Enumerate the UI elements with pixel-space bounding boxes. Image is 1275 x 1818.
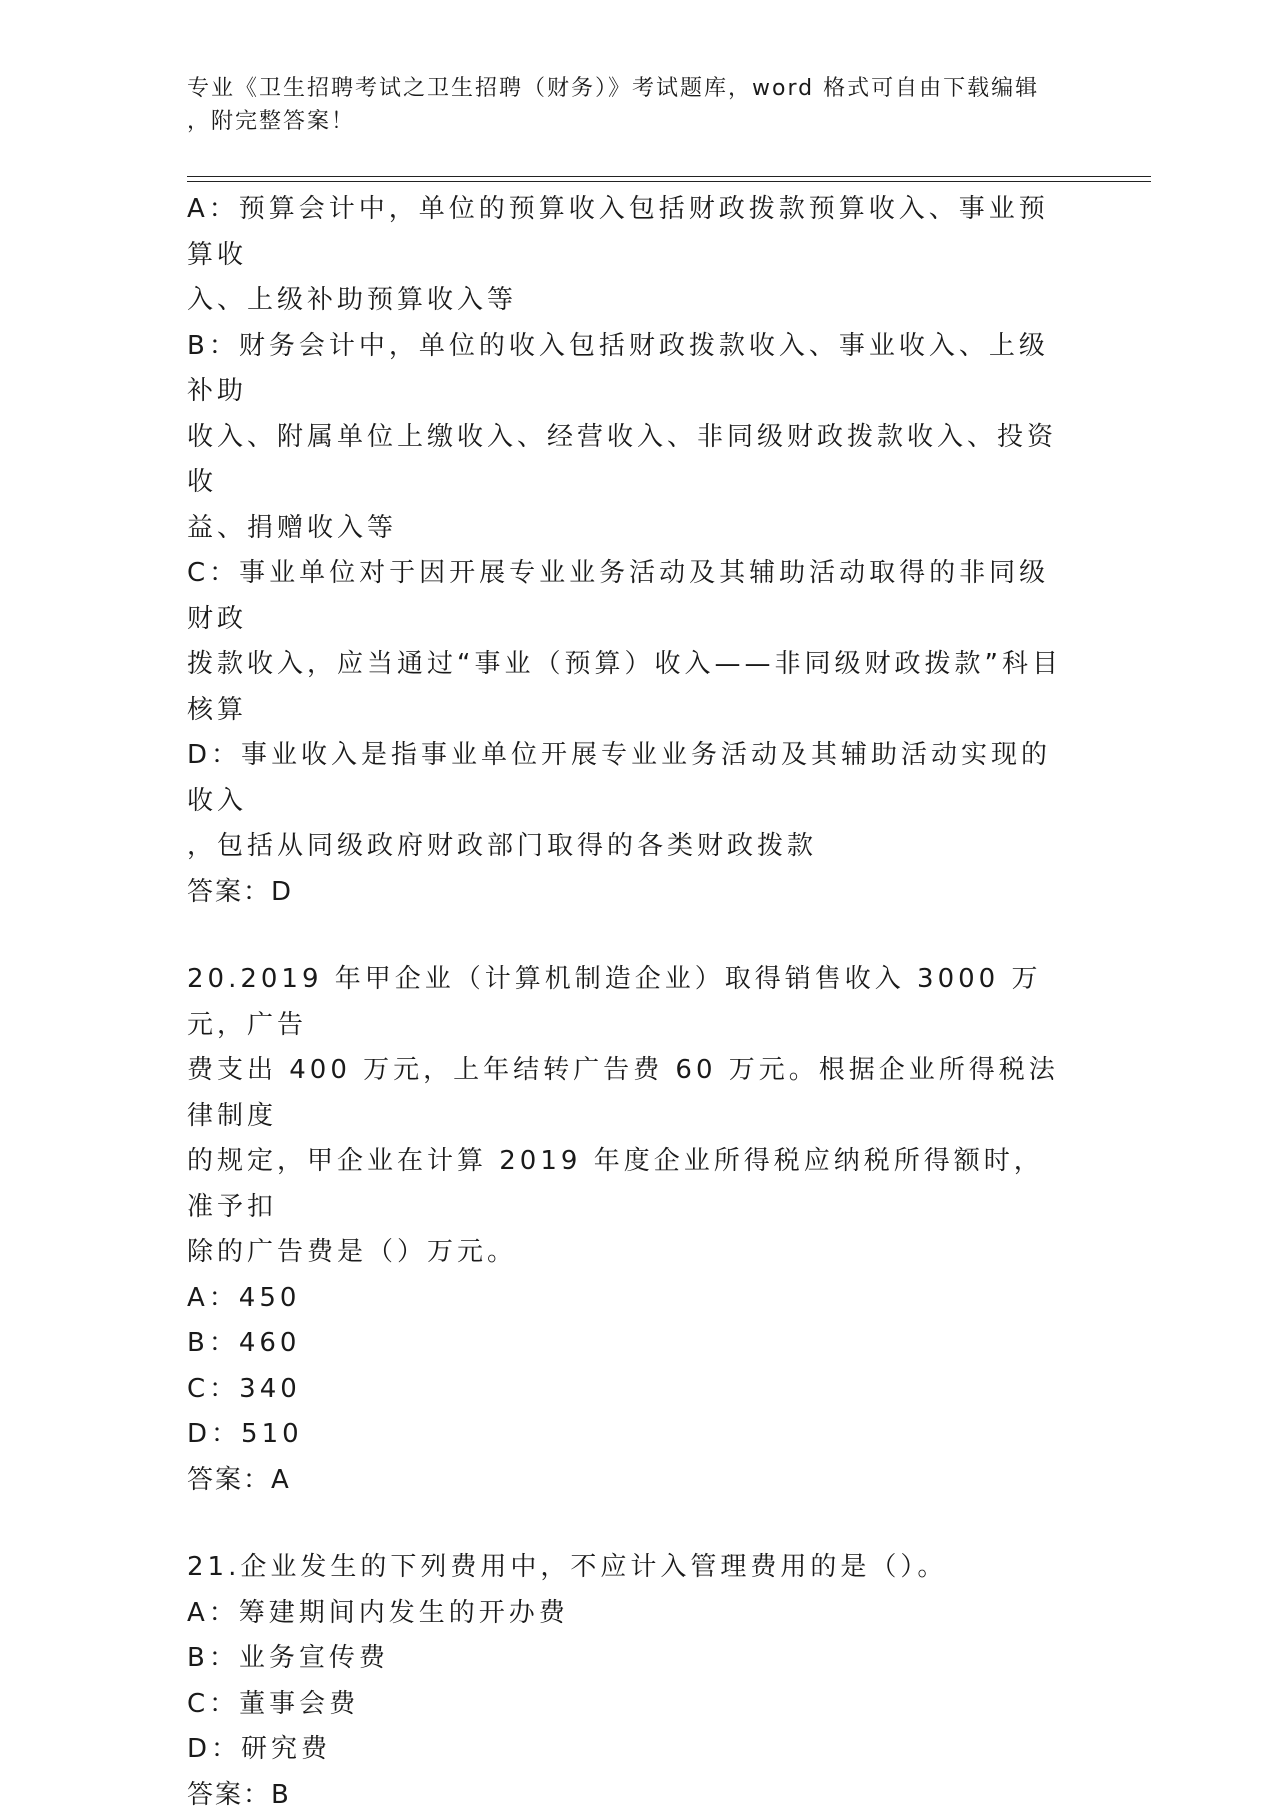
question-21 [187,1545,1067,1818]
option-c [187,551,1067,733]
option-a [187,187,1067,324]
header-double-rule [187,176,1151,182]
option-text-line: 入、上级补助预算收入等 [187,278,1067,324]
question-19 [187,187,1067,915]
option-text-line: ，包括从同级政府财政部门取得的各类财政拨款 [187,824,1067,870]
stem-line: 费支出 400 万元，上年结转广告费 60 万元。根据企业所得税法律制度 [187,1048,1067,1139]
answer-label: 答案：B [187,1773,1067,1818]
option-b [187,324,1067,552]
question-stem [187,957,1067,1276]
question-stem: 21.企业发生的下列费用中，不应计入管理费用的是（）。 [187,1545,1067,1591]
option-a: A：筹建期间内发生的开办费 [187,1591,1067,1637]
option-text-line: B：财务会计中，单位的收入包括财政拨款收入、事业收入、上级补助 [187,324,1067,415]
option-text-line: 益、捐赠收入等 [187,506,1067,552]
stem-line: 的规定，甲企业在计算 2019 年度企业所得税应纳税所得额时，准予扣 [187,1139,1067,1230]
document-header [187,72,1067,138]
option-c: C：董事会费 [187,1682,1067,1728]
option-b: B：460 [187,1321,1067,1367]
option-d: D：研究费 [187,1727,1067,1773]
option-d: D：510 [187,1412,1067,1458]
spacer [187,915,1067,957]
option-text-line: 拨款收入，应当通过“事业（预算）收入——非同级财政拨款”科目 [187,642,1067,688]
option-text-line: 收入、附属单位上缴收入、经营收入、非同级财政拨款收入、投资收 [187,415,1067,506]
option-text-line: D：事业收入是指事业单位开展专业业务活动及其辅助活动实现的收入 [187,733,1067,824]
stem-line: 除的广告费是（）万元。 [187,1230,1067,1276]
option-d [187,733,1067,870]
option-text-line: A：预算会计中，单位的预算收入包括财政拨款预算收入、事业预算收 [187,187,1067,278]
header-line-1: 专业《卫生招聘考试之卫生招聘（财务）》考试题库，word 格式可自由下载编辑 [187,72,1067,105]
spacer [187,1503,1067,1545]
option-text-line: 核算 [187,688,1067,734]
option-text-line: C：事业单位对于因开展专业业务活动及其辅助活动取得的非同级财政 [187,551,1067,642]
option-a: A：450 [187,1276,1067,1322]
option-c: C：340 [187,1367,1067,1413]
header-line-2: ，附完整答案！ [187,105,1067,138]
question-content [187,187,1067,1818]
option-b: B：业务宣传费 [187,1636,1067,1682]
question-20 [187,957,1067,1503]
stem-line: 20.2019 年甲企业（计算机制造企业）取得销售收入 3000 万元，广告 [187,957,1067,1048]
answer-label: 答案：A [187,1458,1067,1504]
answer-label: 答案：D [187,870,1067,916]
